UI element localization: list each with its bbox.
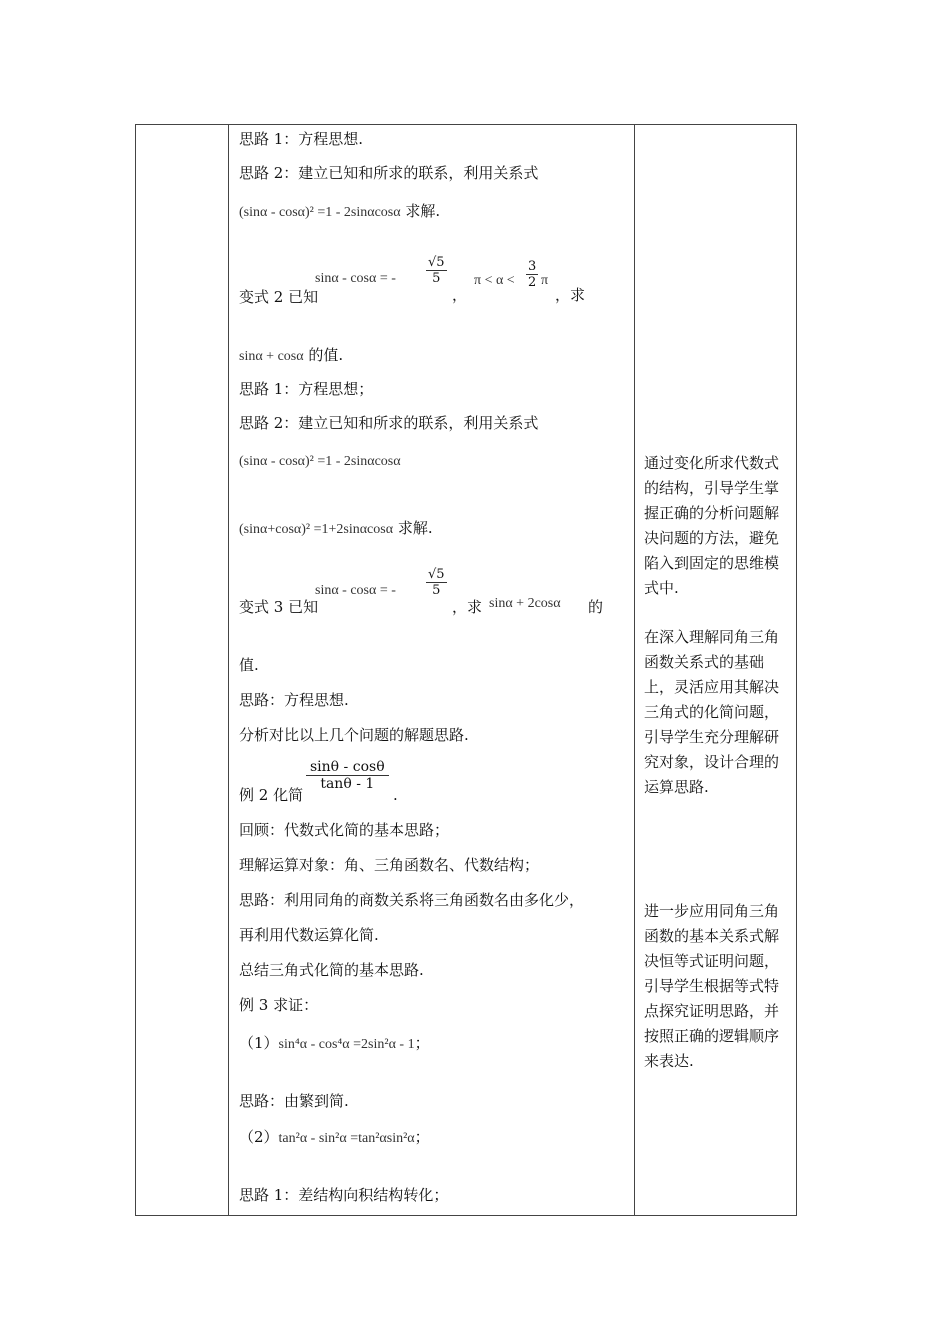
proof-label: （2）: [239, 1128, 279, 1146]
variant-2-end: ，求: [555, 286, 586, 304]
variant-2-fraction: [426, 255, 447, 286]
fraction-denominator: 5: [432, 583, 441, 598]
proof-expr: tan²α - sin²α =tan²αsin²α: [278, 1131, 415, 1146]
proof-end: ；: [414, 1034, 430, 1052]
idea-line: 总结三角式化简的基本思路.: [239, 961, 424, 979]
formula-line: [239, 518, 433, 540]
idea-line: 思路：由繁到简.: [239, 1092, 349, 1110]
variant-3-suffix: 的: [588, 598, 604, 616]
range-pi: π: [541, 273, 549, 288]
variant-3-label: 变式 3 已知: [239, 598, 319, 616]
variant-3-continuation: 值.: [239, 656, 259, 674]
fraction-numerator: 3: [528, 259, 537, 274]
idea-line: 思路：方程思想.: [239, 691, 349, 709]
idea-line: 思路 2：建立已知和所求的联系，利用关系式: [239, 164, 539, 182]
range-fraction: [526, 259, 538, 290]
fraction-denominator: 2: [528, 275, 537, 290]
formula-line: [239, 450, 401, 472]
formula: (sinα - cosα)² =1 - 2sinαcosα: [239, 454, 401, 469]
idea-line: 回顾：代数式化简的基本思路；: [239, 821, 450, 839]
idea-line: 分析对比以上几个问题的解题思路.: [239, 726, 469, 744]
example-2-fraction: [306, 759, 389, 792]
teaching-content-column: 思路 1：方程思想. 思路 2：建立已知和所求的联系，利用关系式 (sinα - cosα)² =1 - 2sinαcosα 求解. 变式 2 已知 sinα - cosα = - $\frac{√5}{5}$ ， π < α < $\frac{3}{2}$ π ，求 sinα + cosα 的值. 思路 1：方程思想； 思路 2：建立已知和所求的联系，利用关系式 (sinα - cosα)² =1 - 2sinαcosα (sinα+cosα)² =1+2sinαcosα 求解. 变式 3 已知 sinα - cosα = - $\frac{√5}{5}$ ，求 sinα + 2cosα 的 值. 思路：方程思想. 分析对比以上几个问题的解题思路. 例 2 化简 $\frac{\sin\theta - \cos\theta}{\tan\theta - 1}$ . 回顾：代数式化简的基本思路； 理解运算对象：角、三角函数名、代数结构； 思路：利用同角的商数关系将三角函数名由多化少， 再利用代数运算化简. 总结三角式化简的基本思路. 例 3 求证： （1）sin⁴α - cos⁴α =2sin²α - 1； 思路：由繁到简. （2）tan²α - sin²α =tan²αsin²α； 思路 1：差结构向积结构转化；: [239, 130, 604, 1204]
formula: (sinα+cosα)² =1+2sinαcosα: [239, 522, 394, 537]
formula: (sinα - cosα)² =1 - 2sinαcosα: [239, 205, 401, 220]
idea-line: 思路：利用同角的商数关系将三角函数名由多化少，: [239, 891, 585, 909]
proof-2-line: [239, 1127, 430, 1149]
idea-line: 思路 1：方程思想.: [239, 130, 364, 148]
idea-line: 思路 1：差结构向积结构转化；: [239, 1186, 449, 1204]
variant-2-label: 变式 2 已知: [239, 288, 319, 306]
variant-3-expr: sinα - cosα = -: [315, 583, 396, 598]
formula-line: [239, 201, 440, 223]
example-2-end: .: [393, 786, 398, 804]
target-suffix: 的值.: [308, 346, 344, 364]
design-intent-column: [636, 125, 798, 1215]
example-3-label: 例 3 求证：: [239, 996, 319, 1014]
fraction-numerator: √5: [428, 567, 445, 582]
intent-note-3: 进一步应用同角三角函数的基本关系式解决恒等式证明问题，引导学生根据等式特点探究证明思路，并按照正确的逻辑顺序来表达.: [644, 902, 780, 1070]
fraction-denominator: 5: [432, 271, 441, 286]
intent-note-2: 在深入理解同角三角函数关系式的基础上，灵活应用其解决三角式的化简问题，引导学生充分理解研究对象，设计合理的运算思路.: [644, 628, 780, 796]
variant-2-expr: sinα - cosα = -: [315, 271, 396, 286]
idea-line: 理解运算对象：角、三角函数名、代数结构；: [239, 856, 540, 874]
idea-line: 思路 1：方程思想；: [239, 380, 374, 398]
proof-expr: sin⁴α - cos⁴α =2sin²α - 1: [278, 1037, 415, 1052]
intent-note-1: 通过变化所求代数式的结构，引导学生掌握正确的分析问题解决问题的方法，避免陷入到固定的思维模式中.: [644, 454, 780, 597]
formula-suffix: 求解.: [405, 202, 441, 220]
lesson-table: [135, 124, 797, 1216]
proof-end: ；: [414, 1128, 430, 1146]
fraction-numerator: sinθ - cosθ: [306, 759, 389, 776]
fraction-denominator: tanθ - 1: [320, 776, 375, 792]
idea-line: 思路 2：建立已知和所求的联系，利用关系式: [239, 414, 539, 432]
fraction-numerator: √5: [428, 255, 445, 270]
proof-label: （1）: [239, 1034, 279, 1052]
idea-line: 再利用代数运算化简.: [239, 926, 379, 944]
variant-3-target: sinα + 2cosα: [489, 596, 561, 611]
variant-3-fraction: [426, 567, 447, 598]
variant-2-target-line: [239, 345, 343, 367]
formula-suffix: 求解.: [397, 519, 433, 537]
proof-1-line: [239, 1033, 430, 1055]
example-2-label: 例 2 化简: [239, 786, 304, 804]
target-expr: sinα + cosα: [239, 349, 304, 364]
variant-2-range: π < α <: [474, 273, 515, 288]
variant-3-mid: ，求: [452, 598, 483, 616]
